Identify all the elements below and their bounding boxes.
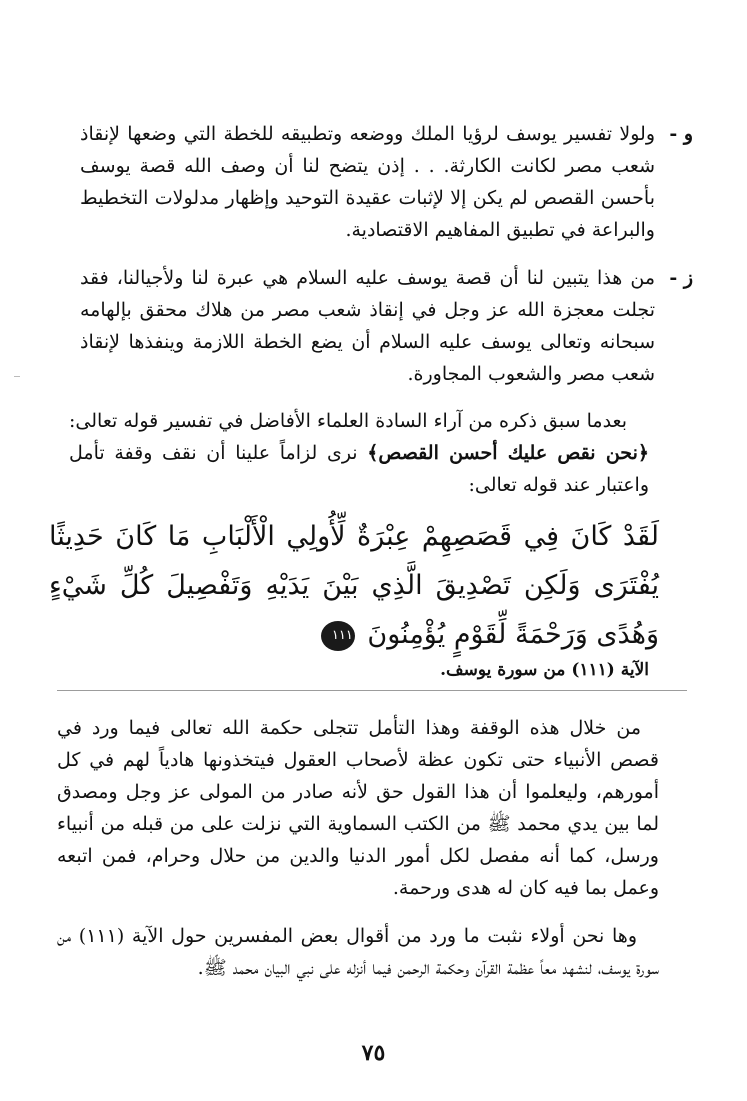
margin-tick [14,376,20,377]
verse-citation: الآية (١١١) من سورة يوسف. [440,660,649,680]
section-z-marker: ز - [669,267,693,289]
intro-paragraph [69,405,649,501]
ayah-number-marker: ١١١ [321,621,355,651]
section-w [80,118,693,246]
intro-text-end: نرى لزاماً علينا أن نقف وقفة تأمل واعتبار عند قوله تعالى: [69,442,649,496]
quran-verse [49,512,659,659]
citation-divider [57,690,687,691]
section-w-marker: و - [669,123,693,145]
section-z-text: من هذا يتبين لنا أن قصة يوسف عليه السلام هي عبرة لنا ولأجيالنا، فقد تجلت معجزة الله عز وجل في إنقاذ شعب مصر من هلاك محقق بإلهامه سبحانه وتعالى يوسف عليه السلام أن يضع الخطة اللازمة وينفذها لإنقاذ شعب مصر والشعوب المجاورة. [80,267,655,385]
section-w-text: ولولا تفسير يوسف لرؤيا الملك ووضعه وتطبيقه للخطة التي وضعها لإنقاذ شعب مصر لكانت الكارثة. . . إذن يتضح لنا أن وصف الله قصة يوسف بأحسن القصص لم يكن إلا لإثبات عقيدة التوحيد وإظهار مدلولات التخطيط والبراعة في تطبيق المفاهيم الاقتصادية. [80,123,655,241]
verse-text: لَقَدْ كَانَ فِي قَصَصِهِمْ عِبْرَةٌ لِّأُولِي الْأَلْبَابِ مَا كَانَ حَدِيثًا يُفْتَرَى وَلَكِن تَصْدِيقَ الَّذِي بَيْنَ يَدَيْهِ وَتَفْصِيلَ كُلِّ شَيْءٍ وَهُدًى وَرَحْمَةً لِّقَوْمٍ يُؤْمِنُونَ [49,521,659,650]
intro-text-start: بعدما سبق ذكره من آراء السادة العلماء الأفاضل في تفسير قوله تعالى: [69,410,627,432]
quran-quote: ﴿نحن نقص عليك أحسن القصص﴾ [367,442,649,464]
paragraph-2: وها نحن أولاء نثبت ما ورد من أقوال بعض المفسرين حول الآية (١١١) من سورة يوسف، لنشهد معاً عظمة القرآن وحكمة الرحمن فيما أنزله على نبي البيان محمد ﷺ. [57,925,659,979]
paragraph-1: من خلال هذه الوقفة وهذا التأمل تتجلى حكمة الله تعالى فيما ورد في قصص الأنبياء حتى تكون عظة لأصحاب العقول فيتخذونها هادياً لهم في كل أمورهم، وليعلموا أن هذا القول حق لأنه صادر من المولى عز وجل ومصدق لما بين يدي محمد ﷺ من الكتب السماوية التي نزلت على من قبله من أنبياء ورسل، كما أنه مفصل لكل أمور الدنيا والدين من حلال وحرام، فمن اتبعه وعمل بما فيه كان له هدى ورحمة. [57,717,659,899]
page-number: ٧٥ [361,1040,386,1066]
section-z [80,262,693,390]
